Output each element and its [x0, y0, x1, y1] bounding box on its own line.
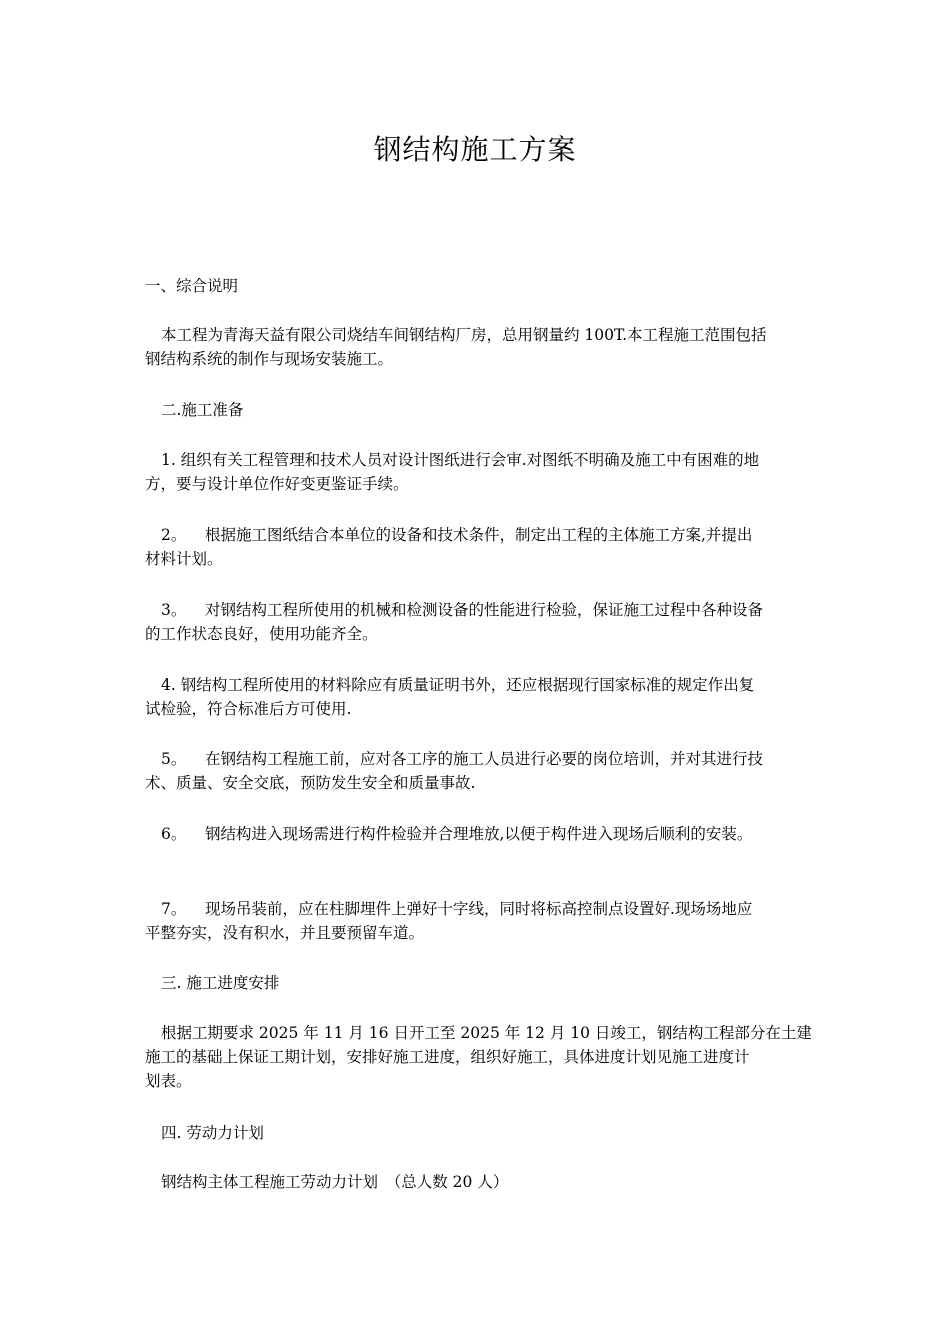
list-item-5: 5。 在钢结构工程施工前，应对各工序的施工人员进行必要的岗位培训，并对其进行技 术、质量、安全交底，预防发生安全和质量事故.: [145, 750, 764, 792]
section-heading-1: 一、综合说明: [145, 277, 239, 295]
list-item-4: 4. 钢结构工程所使用的材料除应有质量证明书外，还应根据现行国家标准的规定作出复 试检验，符合标准后方可使用.: [145, 676, 755, 718]
list-item-6: 6。 钢结构进入现场需进行构件检验并合理堆放,以便于构件进入现场后顺利的安装。: [161, 825, 753, 843]
list-item-2: 2。 根据施工图纸结合本单位的设备和技术条件，制定出工程的主体施工方案,并提出 材料计划。: [145, 526, 753, 568]
document-title: 钢结构施工方案: [373, 133, 577, 166]
paragraph-schedule: 根据工期要求 2025 年 11 月 16 日开工至 2025 年 12 月 10 日竣工，钢结构工程部分在土建 施工的基础上保证工期计划，安排好施工进度，组织好施工，具体进度计划见施工进度计 划表。: [145, 1024, 812, 1090]
list-item-7: 7。 现场吊装前，应在柱脚埋件上弹好十字线，同时将标高控制点设置好.现场场地应 平整夯实，没有积水，并且要预留车道。: [145, 900, 753, 942]
paragraph-labor-plan: 钢结构主体工程施工劳动力计划 （总人数 20 人）: [161, 1173, 509, 1191]
section-heading-4: 四. 劳动力计划: [161, 1124, 264, 1142]
list-item-3: 3。 对钢结构工程所使用的机械和检测设备的性能进行检验，保证施工过程中各种设备 的工作状态良好，使用功能齐全。: [145, 601, 764, 643]
list-item-1: 1. 组织有关工程管理和技术人员对设计图纸进行会审.对图纸不明确及施工中有困难的地 方，要与设计单位作好变更鉴证手续。: [145, 451, 760, 493]
section-heading-2: 二.施工准备: [161, 401, 244, 419]
section-heading-3: 三. 施工进度安排: [161, 974, 280, 992]
paragraph-overview: 本工程为青海天益有限公司烧结车间钢结构厂房，总用钢量约 100T.本工程施工范围包括 钢结构系统的制作与现场安装施工。: [145, 326, 767, 368]
